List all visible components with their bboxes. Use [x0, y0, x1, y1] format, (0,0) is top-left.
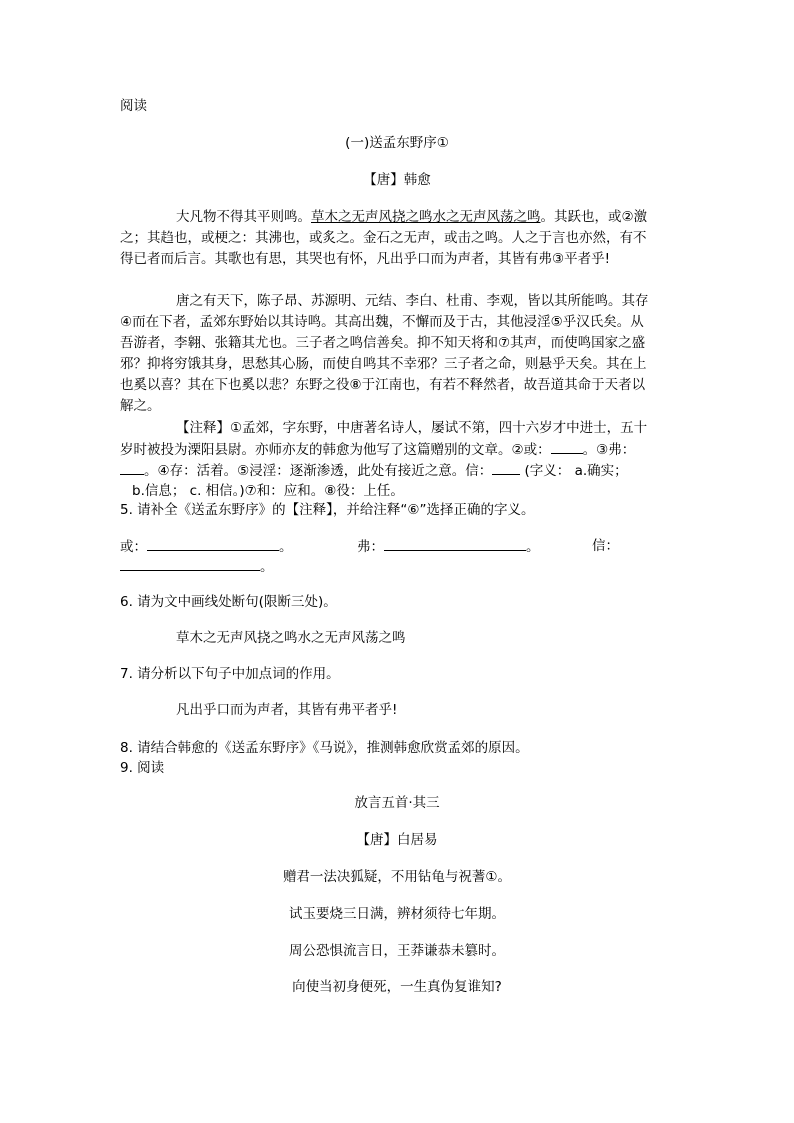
question-6-sentence: 草木之无声风挠之鸣水之无声风荡之鸣 — [176, 630, 406, 646]
paragraph-2-line-3: 吾游者，李翱、张籍其尤也。三子者之鸣信善矣。抑不知天将和⑦其声，而使鸣国家之盛 — [120, 335, 646, 351]
passage-title: (一)送孟东野序① — [345, 135, 449, 151]
passage-author: 【唐】韩愈 — [363, 172, 431, 188]
paragraph-2-line-5: 也奚以喜？其在下也奚以悲？东野之役⑧于江南也，有若不释然者，故吾道其命于天者以 — [120, 377, 646, 393]
answer-line-fu[interactable] — [384, 536, 526, 551]
answer-line-xin[interactable] — [120, 556, 260, 571]
poem-author: 【唐】白居易 — [356, 832, 438, 848]
paragraph-2-line-4: 邪？抑将穷饿其身，思愁其心肠，而使自鸣其不幸邪？三子者之命，则悬乎天矣。其在上 — [120, 356, 647, 372]
answer-line-huo[interactable] — [147, 536, 279, 551]
underlined-phrase: 草木之无声风挠之鸣水之无声风荡之鸣 — [311, 209, 541, 225]
poem-line-2: 试玉要烧三日满，辨材须待七年期。 — [289, 906, 505, 922]
notes-line-3: 。④存：活着。⑤浸淫：逐渐渗透，此处有接近之意。信： (字义： a.确实； — [120, 460, 628, 481]
section-heading: 阅读 — [120, 98, 147, 114]
answer-blank-fu[interactable] — [120, 460, 144, 475]
poem-line-4: 向使当初身便死，一生真伪复谁知? — [292, 979, 502, 995]
question-8: 8. 请结合韩愈的《送孟东野序》《马说》，推测韩愈欣赏孟郊的原因。 — [120, 740, 529, 756]
paragraph-1-line-3: 得已者而后言。其歌也有思，其哭也有怀，凡出乎口而为声者，其皆有弗③平者乎! — [120, 251, 611, 267]
question-9: 9. 阅读 — [120, 760, 165, 776]
poem-line-1: 赠君一法决狐疑，不用钻龟与祝蓍①。 — [282, 869, 512, 885]
paragraph-1-line-2: 之；其趋也，或梗之：其沸也，或炙之。金石之无声，或击之鸣。人之于言也亦然，有不 — [120, 230, 647, 246]
notes-line-1: 【注释】①孟郊，字东野，中唐著名诗人，屡试不第，四十六岁才中进士，五十 — [176, 420, 648, 436]
notes-line-2: 岁时被投为溧阳县尉。亦师亦友的韩愈为他写了这篇赠别的文章。②或： 。③弗： — [120, 439, 635, 460]
answer-blank-huo[interactable] — [551, 439, 583, 454]
question-7: 7. 请分析以下句子中加点词的作用。 — [120, 666, 340, 682]
notes-line-4: b.信息； c. 相信。)⑦和：应和。⑧役：上任。 — [132, 483, 404, 499]
question-6: 6. 请为文中画线处断句(限断三处)。 — [120, 594, 337, 610]
question-7-sentence: 凡出乎口而为声者，其皆有弗平者乎! — [176, 702, 398, 718]
paragraph-2-line-6: 解之。 — [120, 398, 161, 414]
question-5: 5. 请补全《送孟东野序》的【注释】，并给注释“⑥”选择正确的字义。 — [120, 502, 535, 518]
paragraph-1-line-1: 大凡物不得其平则鸣。草木之无声风挠之鸣水之无声风荡之鸣。其跃也，或②激 — [176, 209, 648, 225]
poem-line-3: 周公恐惧流言日，王莽谦恭未篡时。 — [289, 943, 505, 959]
label-fu: 弗： — [357, 539, 384, 555]
label-huo: 或： — [120, 539, 147, 555]
paragraph-2-line-2: ④而在下者，孟郊东野始以其诗鸣。其高出魏，不懈而及于古，其他浸淫⑤乎汉氏矣。从 — [120, 314, 644, 330]
poem-title: 放言五首·其三 — [354, 795, 440, 811]
paragraph-2-line-1: 唐之有天下，陈子昂、苏源明、元结、李白、杜甫、李观，皆以其所能鸣。其存 — [176, 293, 649, 309]
answer-blank-xin[interactable] — [492, 460, 520, 475]
label-xin: 信： — [592, 538, 619, 554]
